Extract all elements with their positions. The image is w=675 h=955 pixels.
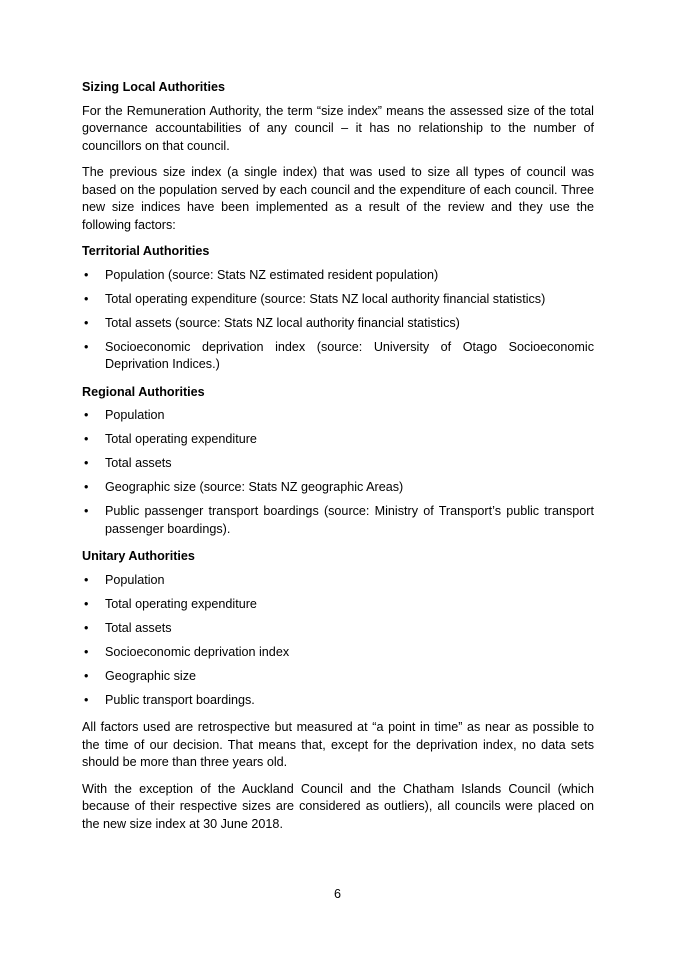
regional-heading: Regional Authorities (82, 384, 205, 399)
list-item-text: Geographic size (source: Stats NZ geographic Areas) (105, 480, 404, 494)
list-item-text: Public passenger transport boardings (source: Ministry of Transport’s public transport passenger boardings). (105, 504, 594, 536)
list-item-text: Socioeconomic deprivation index (105, 644, 290, 659)
bullet-icon: • (84, 315, 89, 330)
section-heading: Sizing Local Authorities (82, 80, 225, 94)
list-item-text: Total assets (105, 456, 172, 470)
unitary-list (82, 572, 594, 710)
list-item (82, 407, 594, 425)
list-item-text: Public transport boardings. (105, 692, 255, 707)
size-index-paragraph: The previous size index (a single index) that was used to size all types of council was based on the population served by each council and the expenditure of each council. Three new size indices have been implemented as a result of the review and they use the following factors: (82, 165, 594, 232)
list-item-text: Total operating expenditure (105, 596, 257, 611)
bullet-icon: • (84, 668, 89, 683)
list-item-text: Socioeconomic deprivation index (source: University of Otago Socioeconomic Deprivation Indices.) (105, 339, 594, 371)
bullet-icon: • (84, 480, 89, 494)
list-item-text: Total operating expenditure (105, 432, 257, 446)
bullet-icon: • (84, 504, 89, 518)
list-item (82, 339, 594, 374)
exception-paragraph: With the exception of the Auckland Council and the Chatham Islands Council (which because of their respective sizes are considered as outliers), all councils were placed on the new size index at 30 June 2018. (82, 781, 594, 831)
list-item-text: Population (105, 408, 165, 422)
list-item (82, 455, 594, 473)
list-item (82, 644, 594, 662)
bullet-icon: • (84, 620, 89, 635)
list-item-text: Population (source: Stats NZ estimated resident population) (105, 267, 439, 282)
list-item (82, 620, 594, 638)
bullet-icon: • (84, 456, 89, 470)
list-item (82, 431, 594, 449)
regional-list (82, 407, 594, 538)
list-item (82, 479, 594, 497)
list-item (82, 596, 594, 614)
list-item (82, 668, 594, 686)
bullet-icon: • (84, 692, 89, 707)
list-item (82, 291, 594, 309)
unitary-heading: Unitary Authorities (82, 549, 195, 563)
bullet-icon: • (84, 408, 89, 422)
bullet-icon: • (84, 572, 89, 587)
territorial-list (82, 267, 594, 374)
bullet-icon: • (84, 339, 89, 354)
page-number: 6 (333, 887, 341, 901)
list-item-text: Population (105, 572, 165, 587)
list-item (82, 572, 594, 590)
bullet-icon: • (84, 432, 89, 446)
list-item-text: Total operating expenditure (source: Stats NZ local authority financial statistics) (105, 291, 546, 306)
bullet-icon: • (84, 644, 89, 659)
territorial-heading: Territorial Authorities (82, 244, 210, 258)
list-item (82, 503, 594, 538)
list-item-text: Geographic size (105, 668, 197, 683)
retrospective-paragraph: All factors used are retrospective but measured at “a point in time” as near as possible to the time of our decision. That means that, except for the deprivation index, no data sets should be more than three years old. (82, 720, 594, 769)
list-item-text: Total assets (source: Stats NZ local authority financial statistics) (105, 315, 460, 330)
list-item (82, 315, 594, 333)
document-page (82, 79, 594, 842)
bullet-icon: • (84, 267, 89, 282)
bullet-icon: • (84, 291, 89, 306)
list-item (82, 692, 594, 710)
bullet-icon: • (84, 596, 89, 611)
list-item (82, 267, 594, 285)
intro-paragraph: For the Remuneration Authority, the term “size index” means the assessed size of the total governance accountabilities of any council – it has no relationship to the number of councillors on that council. (82, 103, 594, 153)
list-item-text: Total assets (105, 620, 172, 635)
